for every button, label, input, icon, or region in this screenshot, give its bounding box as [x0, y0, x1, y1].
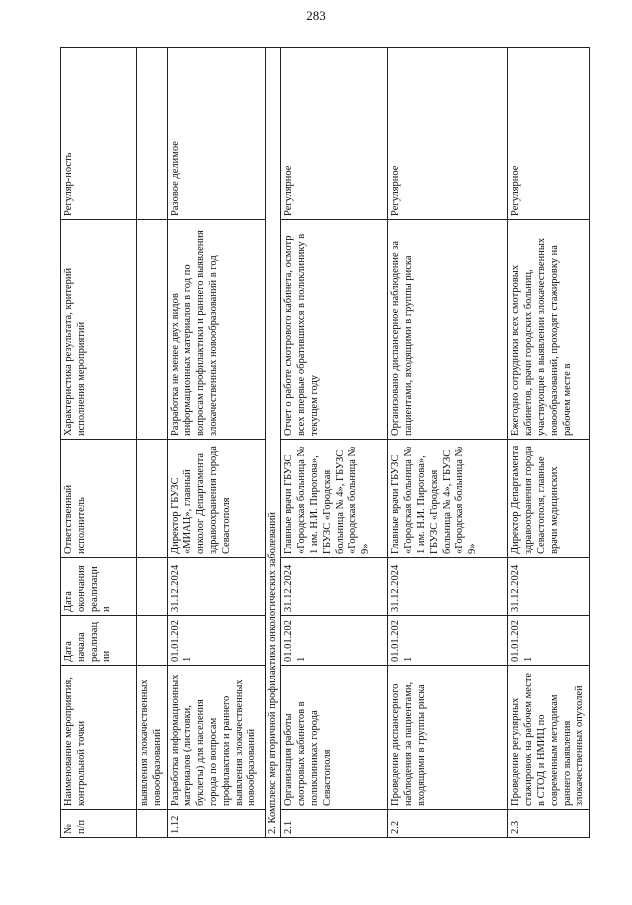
cell-end: 31.12.2024	[281, 558, 388, 616]
cell-responsible: Директор ГБУЗС «МИАЦ», главный онколог Департамента здравоохранения города Севастополя	[167, 440, 265, 558]
table-row	[388, 48, 508, 838]
plan-table	[60, 47, 590, 838]
cell-responsible: Главные врачи ГБУЗС «Городская больница № 1 им. Н.И. Пирогова», ГБУЗС «Городская больница № 4», ГБУЗС «Городская больница № 9»	[281, 440, 388, 558]
cell-num: 2.2	[388, 810, 508, 838]
cell-end: 31.12.2024	[167, 558, 265, 616]
cell-result: Отчет о работе смотрового кабинета, осмотр всех впервые обратившихся в поликлинику в текущем году	[281, 220, 388, 440]
cell-end: 31.12.2024	[388, 558, 508, 616]
header-name: Наименование мероприятия, контрольной точки	[61, 666, 137, 810]
page-number: 283	[306, 8, 326, 23]
cell-num: 2.3	[508, 810, 590, 838]
cell-responsible: Главные врачи ГБУЗС «Городская больница № 1 им. Н.И. Пирогова», ГБУЗС «Городская больница № 4», ГБУЗС «Городская больница № 9»	[388, 440, 508, 558]
cell-name: Проведение регулярных стажировок на рабочем месте в СТОД и НМИЦ по современным методикам раннего выявления злокачественных опухолей	[508, 666, 590, 810]
table-header-row	[61, 48, 137, 838]
cell-name: Проведение диспансерного наблюдения за пациентами, входящими в группы риска	[388, 666, 508, 810]
cell-name	[167, 666, 265, 810]
cell-regularity: Регулярное	[281, 48, 388, 220]
table-row	[167, 48, 265, 838]
cell	[137, 810, 168, 838]
cell-regularity: Регулярное	[508, 48, 590, 220]
header-num: № п/п	[61, 810, 137, 838]
cell-end: 31.12.2024	[508, 558, 590, 616]
table-row	[281, 48, 388, 838]
cell-regularity: Регулярное	[388, 48, 508, 220]
cell	[137, 616, 168, 666]
cell-regularity: Разовое делимое	[167, 48, 265, 220]
cell-name: Организация работы смотровых кабинетов в поликлиниках города Севастополя	[281, 666, 388, 810]
rotated-table-container	[60, 48, 586, 838]
cell-start: 01.01.2021	[281, 616, 388, 666]
section-title: 2. Комплекс мер вторичной профилактики онкологических заболеваний	[265, 48, 281, 838]
section-row	[265, 48, 281, 838]
header-responsible: Ответственный исполнитель	[61, 440, 137, 558]
cell	[137, 220, 168, 440]
cell-result: Ежегодно сотрудники всех смотровых кабинетов, врачи городских больниц, участвующие в выявлении злокачественных новообразований, проходят стажировку на рабочем месте в	[508, 220, 590, 440]
cell-start: 01.01.2021	[508, 616, 590, 666]
cell	[137, 440, 168, 558]
cell-num: 2.1	[281, 810, 388, 838]
table-row-continuation	[137, 48, 168, 838]
header-start: Дата начала реализации	[61, 616, 137, 666]
cell	[137, 48, 168, 220]
cell-responsible: Директор Департамента здравоохранения города Севастополя, главные врачи медицинских	[508, 440, 590, 558]
header-end: Дата окончания реализации	[61, 558, 137, 616]
cell-name: выявления злокачественных новообразований	[137, 666, 168, 810]
cell-num: 1.12	[167, 810, 265, 838]
cell	[137, 558, 168, 616]
table-row	[508, 48, 590, 838]
cell-result: Организовано диспансерное наблюдение за пациентами, входящими в группы риска	[388, 220, 508, 440]
cell-name-text: Разработка информационных материалов (листовки, буклеты) для населения города по вопросам профилактики и раннего выявления злокачественных новообразований	[169, 674, 258, 806]
cell-result: Разработка не менее двух видов информационных материалов в год по вопросам профилактики и раннего выявления злокачественных новообразований в год	[167, 220, 265, 440]
header-result: Характеристика результата, критерий исполнения мероприятий	[61, 220, 137, 440]
cell-start: 01.01.2021	[167, 616, 265, 666]
cell-start: 01.01.2021	[388, 616, 508, 666]
header-regularity: Регуляр-ность	[61, 48, 137, 220]
